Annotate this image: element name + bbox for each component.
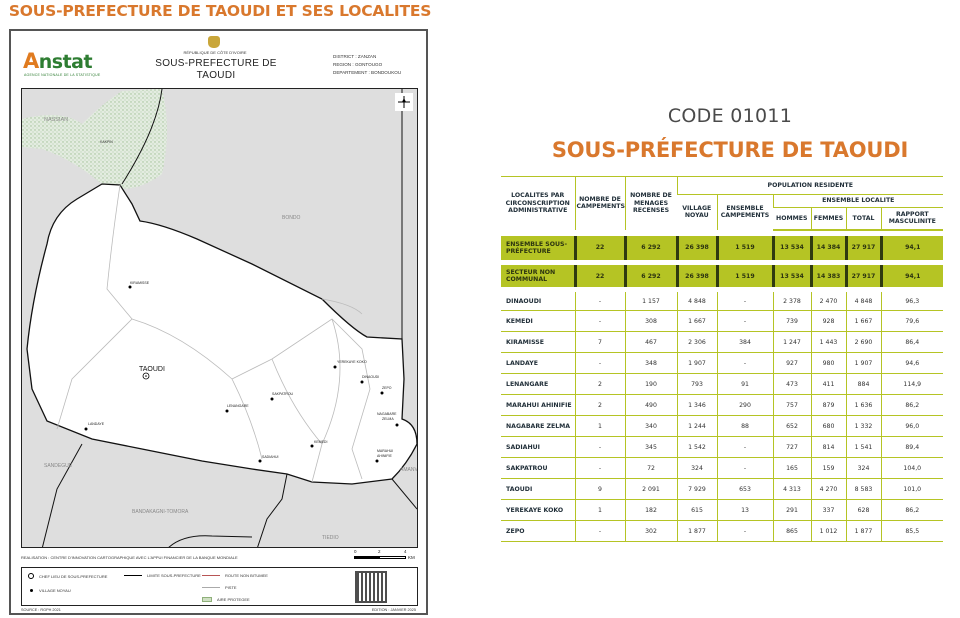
logo-subtitle: AGENCE NATIONALE DE LA STATISTIQUE [24,73,101,77]
cell-name: TAOUDI [501,479,575,500]
cell-name: DINAOUDI [501,290,575,311]
cell-village-noyau: 1 244 [677,416,717,437]
cell-menages: 72 [625,458,677,479]
cell-name: SADIAHUI [501,437,575,458]
svg-text:SANDEGUE: SANDEGUE [44,463,73,469]
road-line-icon [202,575,220,576]
map-title-line2: TAOUDI [196,70,236,81]
legend-limite [124,573,201,578]
cell-femmes: 928 [811,311,846,332]
table-row [501,395,943,416]
svg-text:NASSIAN: NASSIAN [44,117,69,123]
table-row [501,521,943,542]
table-row [501,437,943,458]
cell-femmes: 337 [811,500,846,521]
boundary-line-icon [124,575,142,576]
cell-menages: 467 [625,332,677,353]
departement-label: DEPARTEMENT : BONDOUKOU [333,70,402,75]
cell-menages: 1 157 [625,290,677,311]
cell-ensemble-campements: - [717,437,773,458]
cell-campements: - [575,458,625,479]
svg-text:LENANGARE: LENANGARE [227,404,249,408]
cell-ensemble-campements: 1 519 [717,236,773,263]
cell-name: ZEPO [501,521,575,542]
svg-text:MARAHUI: MARAHUI [377,449,394,453]
svg-text:KIRAMISSE: KIRAMISSE [130,281,150,285]
cell-femmes: 411 [811,374,846,395]
map-frame [21,88,418,548]
population-table-wrap [501,176,943,542]
cell-menages: 345 [625,437,677,458]
legend-label: AIRE PROTEGEE [217,597,250,602]
cell-hommes: 4 313 [773,479,811,500]
cell-menages: 348 [625,353,677,374]
legend-label: CHEF LIEU DE SOUS-PREFECTURE [39,573,108,579]
header-hommes: HOMMES [773,208,811,230]
cell-hommes: 13 534 [773,263,811,290]
cell-total: 2 690 [846,332,881,353]
header-menages: NOMBRE DE MENAGES RECENSES [625,177,677,230]
cell-hommes: 927 [773,353,811,374]
realisation-note: REALISATION : CENTRE D'INNOVATION CARTOGRAPHIQUE AVEC L'APPUI FINANCIER DE LA BANQUE MONDIALE [21,555,238,560]
region-label: REGION : GONTOUGO [333,62,383,67]
table-row [501,500,943,521]
table-row [501,374,943,395]
cell-femmes: 1 443 [811,332,846,353]
cell-name: KIRAMISSE [501,332,575,353]
cell-total: 1 541 [846,437,881,458]
scale-tick-2: 2 [378,549,381,554]
cell-total: 4 848 [846,290,881,311]
protected-area [22,89,167,189]
map-title-line1: SOUS-PREFECTURE DE [155,58,277,69]
cell-name: SECTEUR NON COMMUNAL [501,263,575,290]
cell-campements: 22 [575,236,625,263]
cell-menages: 340 [625,416,677,437]
cell-name: KEMEDI [501,311,575,332]
svg-text:KEMEDI: KEMEDI [314,440,328,444]
header-total: TOTAL [846,208,881,230]
sub-prefecture-title: SOUS-PRÉFECTURE DE TAOUDI [551,138,909,162]
cell-rapport: 104,0 [881,458,943,479]
cell-femmes: 814 [811,437,846,458]
cell-name: NAGABARE ZELMA [501,416,575,437]
map-legend [21,567,418,606]
admin-info [333,53,401,77]
legend-label: VILLAGE NOYAU [39,588,71,593]
cell-hommes: 757 [773,395,811,416]
cell-village-noyau: 1 667 [677,311,717,332]
cell-menages: 190 [625,374,677,395]
cell-menages: 302 [625,521,677,542]
cell-rapport: 86,2 [881,395,943,416]
cell-campements: - [575,353,625,374]
cell-rapport: 94,1 [881,236,943,263]
header-ensemble-campements: ENSEMBLE CAMPEMENTS [717,195,773,230]
header-femmes: FEMMES [811,208,846,230]
cell-hommes: 865 [773,521,811,542]
table-row [501,311,943,332]
cell-name: MARAHUI AHINIFIE [501,395,575,416]
cell-hommes: 165 [773,458,811,479]
cell-rapport: 94,6 [881,353,943,374]
cell-hommes: 727 [773,437,811,458]
cell-rapport: 96,0 [881,416,943,437]
cell-total: 324 [846,458,881,479]
cell-hommes: 652 [773,416,811,437]
cell-campements: 1 [575,500,625,521]
qr-code-icon [355,571,387,603]
cell-total: 1 636 [846,395,881,416]
cell-hommes: 291 [773,500,811,521]
republic-label: RÉPUBLIQUE DE CÔTE D'IVOIRE [183,50,247,55]
summary-row [501,263,943,290]
table-row [501,353,943,374]
chef-lieu-icon [28,573,34,579]
cell-village-noyau: 1 542 [677,437,717,458]
code-label: CODE 01011 [667,105,793,127]
logo-text: nstat [38,51,93,73]
header-ensemble-localite: ENSEMBLE LOCALITE [773,195,943,208]
cell-rapport: 86,4 [881,332,943,353]
cell-campements: - [575,521,625,542]
map-title [141,58,291,82]
legend-piste [202,585,237,590]
cell-femmes: 14 383 [811,263,846,290]
svg-text:DINAOUDI: DINAOUDI [362,375,380,379]
cell-hommes: 473 [773,374,811,395]
cell-ensemble-campements: 290 [717,395,773,416]
cell-village-noyau: 793 [677,374,717,395]
cell-femmes: 4 270 [811,479,846,500]
cell-campements: - [575,290,625,311]
cell-campements: 7 [575,332,625,353]
cell-total: 27 917 [846,263,881,290]
svg-text:SADIAHUI: SADIAHUI [262,455,279,459]
cell-ensemble-campements: 13 [717,500,773,521]
cell-total: 1 907 [846,353,881,374]
cell-ensemble-campements: 653 [717,479,773,500]
cell-rapport: 94,1 [881,263,943,290]
table-row [501,290,943,311]
svg-text:ZEPO: ZEPO [382,386,392,390]
table-body [501,230,943,542]
legend-label: ROUTE NON BITUMEE [225,573,268,578]
cell-rapport: 86,2 [881,500,943,521]
cell-hommes: 2 378 [773,290,811,311]
cell-village-noyau: 1 346 [677,395,717,416]
cell-femmes: 2 470 [811,290,846,311]
cell-ensemble-campements: - [717,290,773,311]
map-sheet [9,29,428,615]
scale-tick-4: 4 [404,549,407,554]
summary-row [501,236,943,263]
svg-text:LANDAYE: LANDAYE [88,422,105,426]
scale-unit: KM [408,555,415,560]
edition-note: EDITION : JANVIER 2025 [371,608,416,612]
cell-total: 884 [846,374,881,395]
cell-name: YEREKAYE KOKO [501,500,575,521]
table-row [501,479,943,500]
cell-village-noyau: 4 848 [677,290,717,311]
cell-village-noyau: 1 877 [677,521,717,542]
cell-femmes: 14 384 [811,236,846,263]
legend-aire [202,597,250,602]
cell-menages: 6 292 [625,263,677,290]
cell-menages: 490 [625,395,677,416]
svg-text:AMANVI: AMANVI [400,467,419,473]
cell-village-noyau: 615 [677,500,717,521]
cell-femmes: 159 [811,458,846,479]
cell-femmes: 680 [811,416,846,437]
cell-hommes: 13 534 [773,236,811,263]
cell-campements: 9 [575,479,625,500]
cell-ensemble-campements: 1 519 [717,263,773,290]
cell-village-noyau: 1 907 [677,353,717,374]
svg-text:AHINIFIE: AHINIFIE [377,454,392,458]
cell-menages: 182 [625,500,677,521]
header-rapport: RAPPORT MASCULINITE [881,208,943,230]
cell-femmes: 980 [811,353,846,374]
population-table [501,176,943,542]
cell-femmes: 879 [811,395,846,416]
cell-campements: - [575,437,625,458]
source-note: SOURCE : RGPH 2021 [21,608,61,612]
header-localites: LOCALITES PAR CIRCONSCRIPTION ADMINISTRATIVE [501,177,575,230]
cell-ensemble-campements: - [717,521,773,542]
cell-rapport: 79,6 [881,311,943,332]
cell-total: 8 583 [846,479,881,500]
cell-total: 1 877 [846,521,881,542]
cell-village-noyau: 26 398 [677,236,717,263]
cell-name: SAKPATROU [501,458,575,479]
svg-text:TIEDIO: TIEDIO [322,535,339,541]
cell-total: 1 332 [846,416,881,437]
cell-ensemble-campements: 384 [717,332,773,353]
cell-ensemble-campements: 91 [717,374,773,395]
cell-ensemble-campements: - [717,353,773,374]
svg-text:BANDAKAGNI-TOMORA: BANDAKAGNI-TOMORA [132,509,189,515]
svg-text:BONDO: BONDO [282,215,301,221]
taoudi-boundary [27,184,417,484]
cell-rapport: 114,9 [881,374,943,395]
map-svg [22,89,418,548]
map-header [11,31,426,89]
header-village-noyau: VILLAGE NOYAU [677,195,717,230]
compass-icon [395,93,413,111]
scale-bar-graphic [354,556,406,559]
svg-text:TAOUDI: TAOUDI [139,366,165,373]
cell-campements: - [575,311,625,332]
cell-campements: 1 [575,416,625,437]
cell-rapport: 101,0 [881,479,943,500]
coat-of-arms-icon [208,36,220,48]
legend-label: PISTE [225,585,237,590]
scale-tick-0: 0 [354,549,357,554]
logo-letter: A [23,49,39,73]
cell-ensemble-campements: - [717,458,773,479]
district-label: DISTRICT : ZANZAN [333,54,377,59]
cell-total: 1 667 [846,311,881,332]
legend-chef-lieu [28,573,107,579]
cell-menages: 6 292 [625,236,677,263]
legend-village [28,588,71,593]
village-dot-icon [30,589,33,592]
svg-text:KAKPIN: KAKPIN [100,140,113,144]
protected-area-icon [202,597,212,602]
track-line-icon [202,587,220,588]
cell-femmes: 1 012 [811,521,846,542]
cell-rapport: 96,3 [881,290,943,311]
header-campements: NOMBRE DE CAMPEMENTS [575,177,625,230]
page-title: SOUS-PREFECTURE DE TAOUDI ET SES LOCALITES [8,2,432,20]
cell-total: 27 917 [846,236,881,263]
cell-campements: 2 [575,395,625,416]
cell-ensemble-campements: - [717,311,773,332]
anstat-logo [23,49,92,73]
cell-total: 628 [846,500,881,521]
cell-menages: 308 [625,311,677,332]
cell-rapport: 89,4 [881,437,943,458]
cell-hommes: 1 247 [773,332,811,353]
cell-rapport: 85,5 [881,521,943,542]
cell-name: LENANGARE [501,374,575,395]
cell-campements: 22 [575,263,625,290]
cell-village-noyau: 26 398 [677,263,717,290]
cell-name: ENSEMBLE SOUS-PRÉFECTURE [501,236,575,263]
cell-name: LANDAYE [501,353,575,374]
legend-route [202,573,268,578]
table-row [501,332,943,353]
svg-text:NAGABARE: NAGABARE [377,412,397,416]
cell-village-noyau: 7 929 [677,479,717,500]
table-row [501,416,943,437]
svg-text:ZELMA: ZELMA [382,417,394,421]
cell-campements: 2 [575,374,625,395]
cell-hommes: 739 [773,311,811,332]
legend-label: LIMITE SOUS-PREFECTURE [147,573,201,578]
table-row [501,458,943,479]
svg-text:YEREKAYE KOKO: YEREKAYE KOKO [337,360,367,364]
svg-text:SAKPATROU: SAKPATROU [272,392,294,396]
cell-ensemble-campements: 88 [717,416,773,437]
header-population: POPULATION RESIDENTE [677,177,943,195]
cell-village-noyau: 324 [677,458,717,479]
cell-village-noyau: 2 306 [677,332,717,353]
cell-menages: 2 091 [625,479,677,500]
